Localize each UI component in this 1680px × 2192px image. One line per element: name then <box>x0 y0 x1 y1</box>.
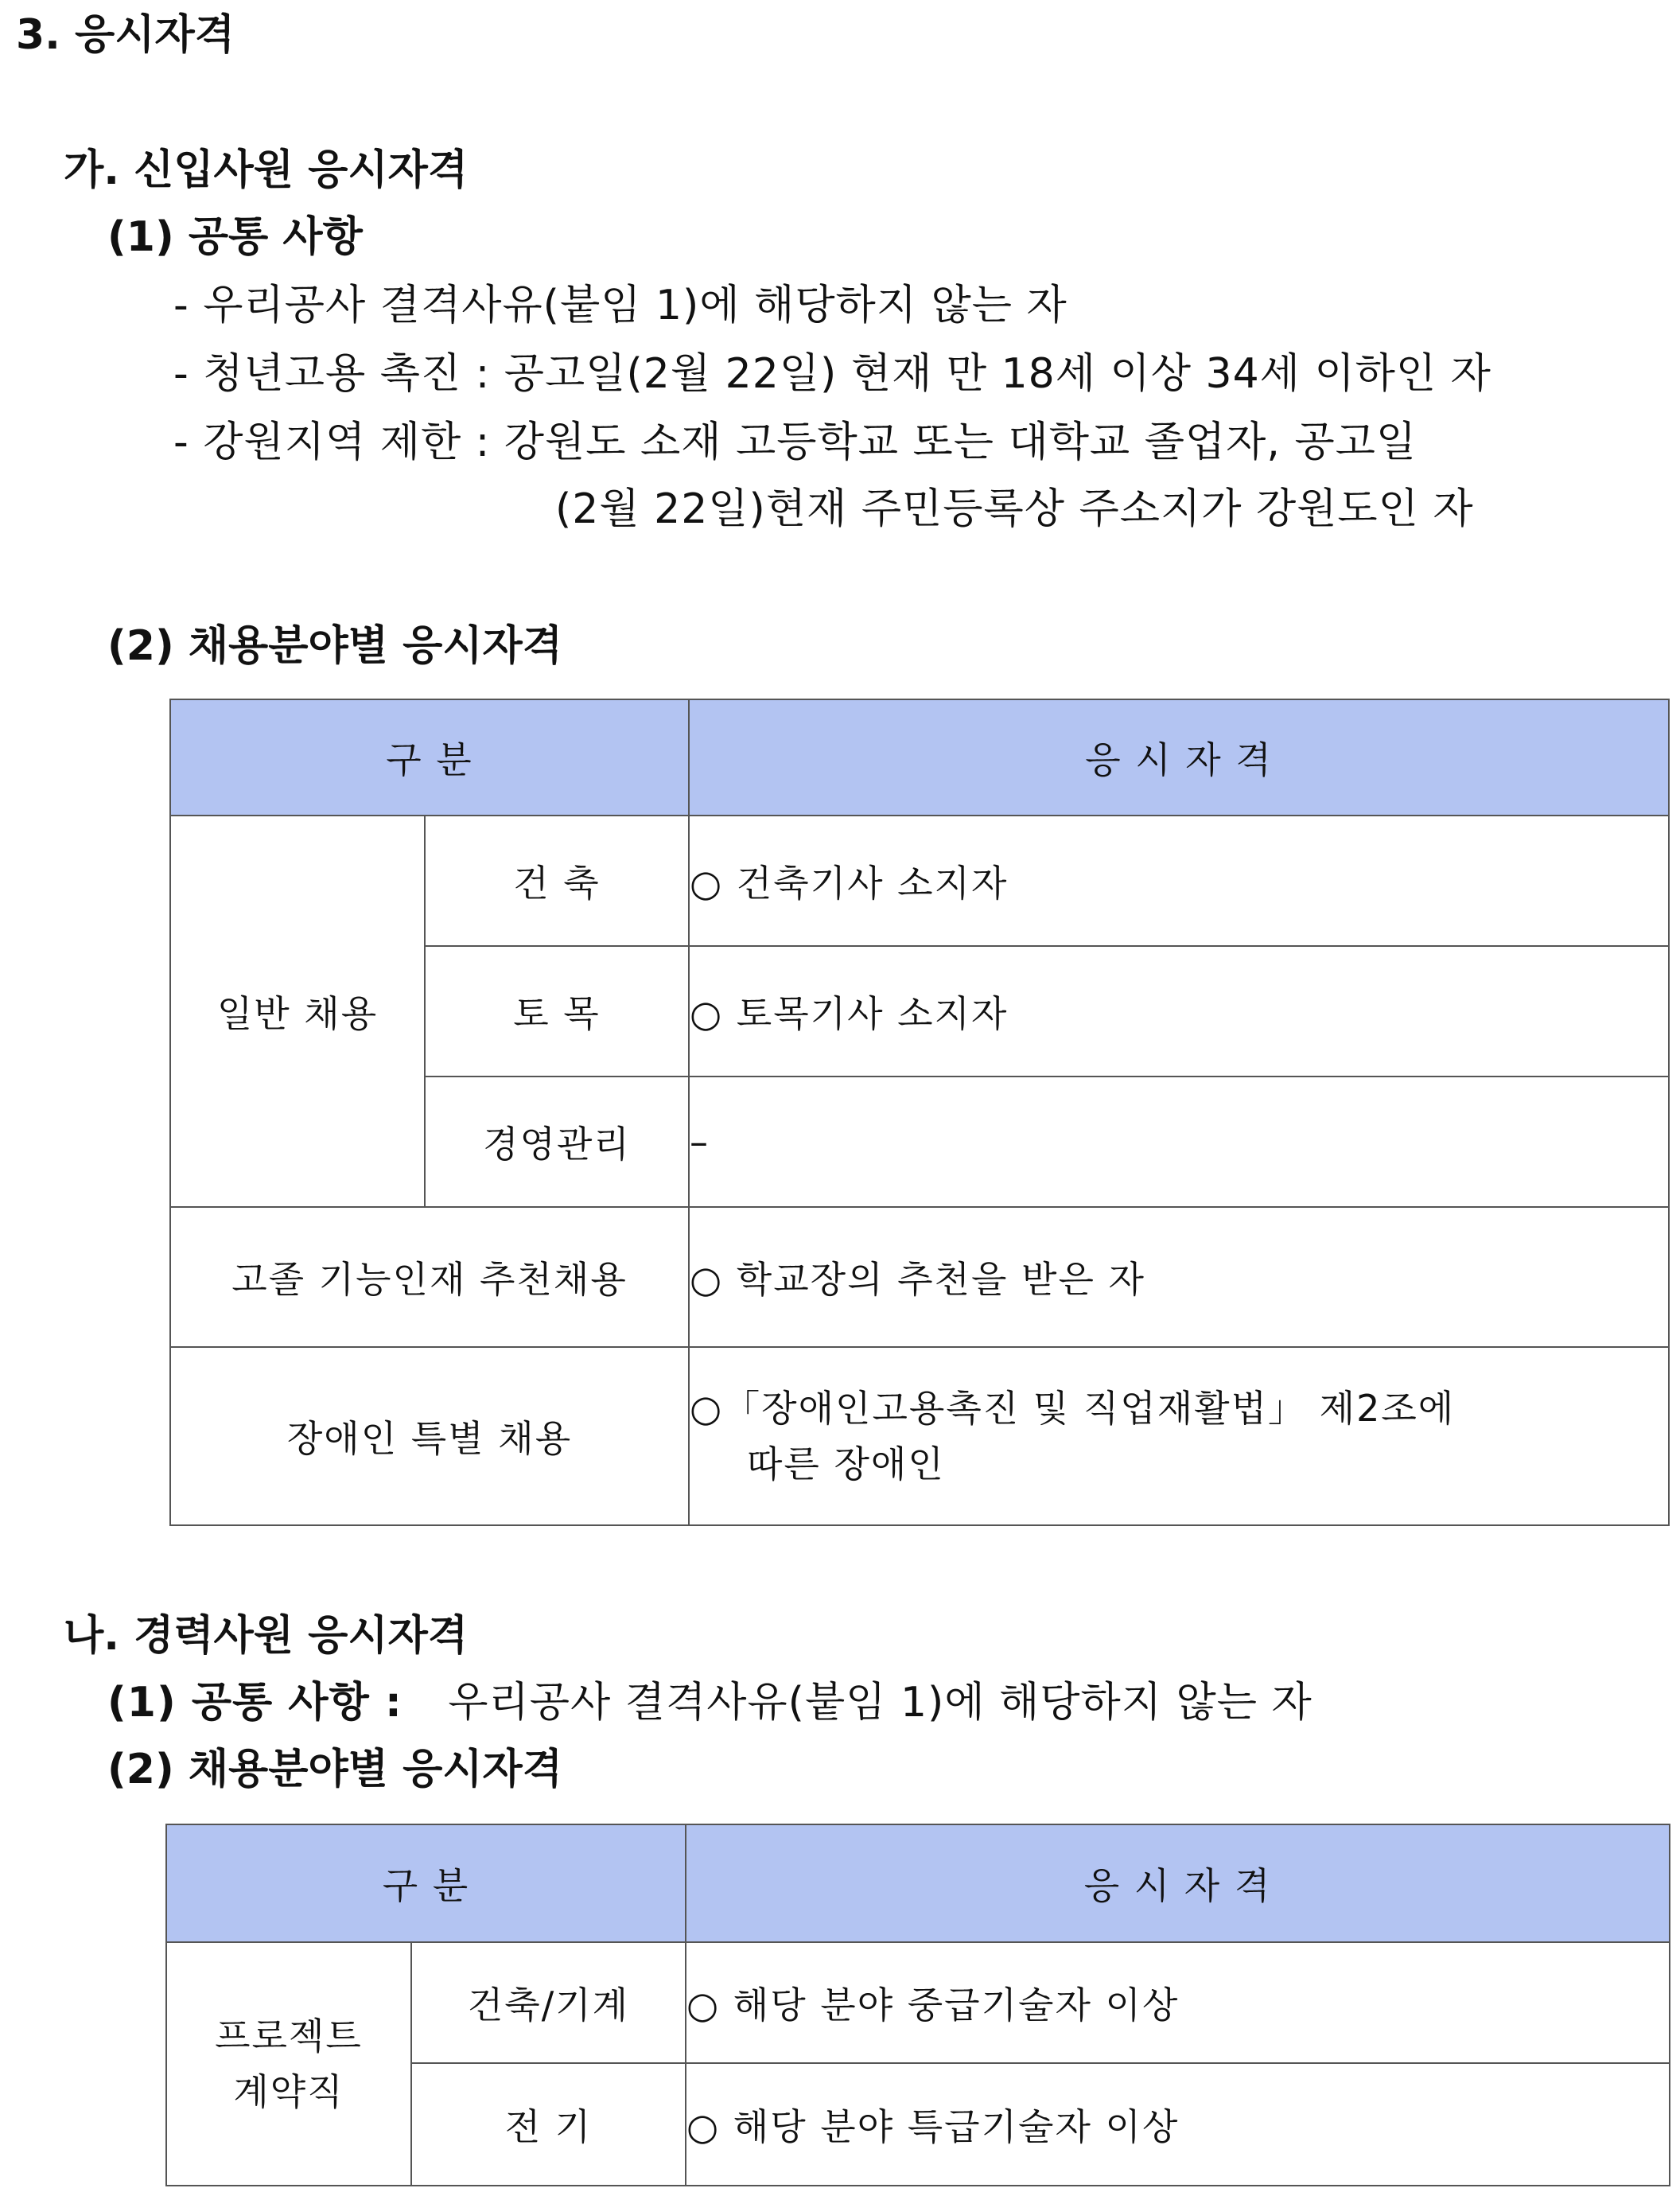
qualification-architecture-machinery: ○ 해당 분야 중급기술자 이상 <box>686 1942 1670 2063</box>
table-row <box>170 1207 1669 1347</box>
field-architecture-machinery: 건축/기계 <box>411 1942 686 2063</box>
new-hires-common-heading: (1) 공통 사항 <box>107 213 363 261</box>
header-category: 구 분 <box>166 1824 686 1942</box>
qualification-civil: ○ 토목기사 소지자 <box>689 946 1669 1077</box>
experienced-qualification-table <box>165 1824 1670 2186</box>
table-header-row <box>170 699 1669 816</box>
experienced-common-text: 우리공사 결격사유(붙임 1)에 해당하지 않는 자 <box>448 1679 1312 1727</box>
general-hire-label: 일반 채용 <box>170 816 425 1207</box>
hs-talent-qualification: ○ 학교장의 추천을 받은 자 <box>689 1207 1669 1347</box>
field-civil: 토 목 <box>425 946 689 1077</box>
disabled-qualification-line2: 따른 장애인 <box>747 1443 945 1485</box>
disabled-hire-label: 장애인 특별 채용 <box>170 1347 689 1525</box>
common-item-3: - 강원지역 제한 : 강원도 소재 고등학교 또는 대학교 졸업자, 공고일 <box>173 419 1418 466</box>
experienced-common <box>107 1679 1312 1727</box>
disabled-hire-qualification <box>689 1347 1669 1525</box>
header-category: 구 분 <box>170 699 689 816</box>
header-qualification: 응 시 자 격 <box>689 699 1669 816</box>
table-header-row <box>166 1824 1670 1942</box>
hs-talent-label: 고졸 기능인재 추천채용 <box>170 1207 689 1347</box>
field-management: 경영관리 <box>425 1077 689 1207</box>
qualification-architecture: ○ 건축기사 소지자 <box>689 816 1669 946</box>
field-architecture: 건 축 <box>425 816 689 946</box>
section-title: 3. 응시자격 <box>16 11 235 59</box>
disabled-qualification-line1: ○「장애인고용촉진 및 직업재활법」 제2조에 <box>690 1387 1456 1430</box>
table-row <box>170 1347 1669 1525</box>
new-hires-qualification-table <box>169 699 1670 1526</box>
header-qualification: 응 시 자 격 <box>686 1824 1670 1942</box>
project-contract-label <box>166 1942 411 2186</box>
new-hires-by-field-heading: (2) 채용분야별 응시자격 <box>107 622 563 670</box>
project-label-line1: 프로젝트 <box>215 2015 363 2058</box>
experienced-by-field-heading: (2) 채용분야별 응시자격 <box>107 1746 563 1793</box>
new-hires-heading: 가. 신입사원 응시자격 <box>64 146 469 194</box>
qualification-management: – <box>689 1077 1669 1207</box>
common-item-2: - 청년고용 촉진 : 공고일(2월 22일) 현재 만 18세 이상 34세 이하인 자 <box>173 350 1491 398</box>
qualification-electrical: ○ 해당 분야 특급기술자 이상 <box>686 2063 1670 2186</box>
experienced-heading: 나. 경력사원 응시자격 <box>64 1612 469 1660</box>
field-electrical: 전 기 <box>411 2063 686 2186</box>
table-row <box>166 1942 1670 2063</box>
table-row <box>170 816 1669 946</box>
experienced-common-heading: (1) 공통 사항 : <box>107 1679 402 1727</box>
common-item-3-continuation: (2월 22일)현재 주민등록상 주소지가 강원도인 자 <box>555 485 1474 533</box>
project-label-line2: 계약직 <box>233 2070 344 2113</box>
common-item-1: - 우리공사 결격사유(붙임 1)에 해당하지 않는 자 <box>173 282 1068 329</box>
